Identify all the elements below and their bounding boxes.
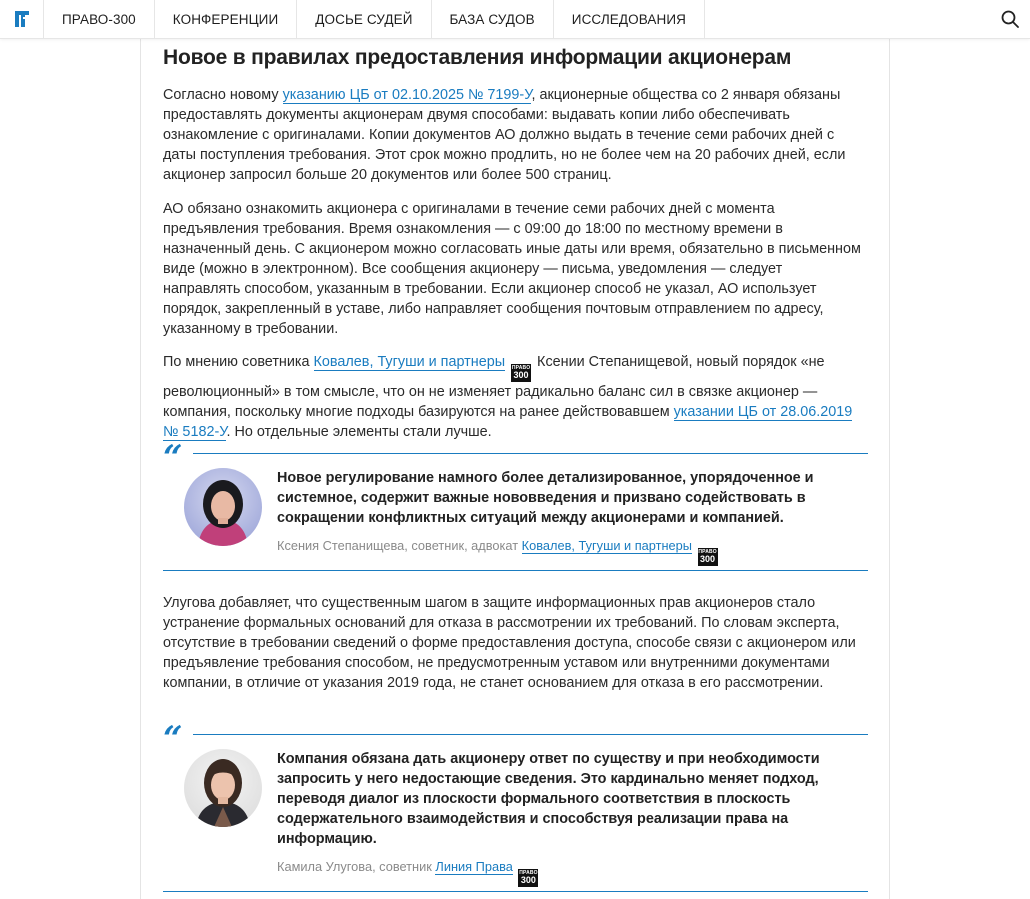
quote-divider-bottom	[163, 891, 868, 892]
nav-conferences[interactable]: КОНФЕРЕНЦИИ	[155, 0, 297, 38]
avatar-ulugova	[184, 749, 262, 827]
quote-mark-icon: “	[163, 719, 183, 759]
paragraph-3	[163, 352, 863, 442]
badge-bottom: 300	[700, 554, 716, 564]
nav-spacer	[705, 0, 990, 38]
badge-bottom: 300	[513, 370, 529, 380]
pravo300-badge[interactable]	[698, 548, 718, 566]
quote-block-1	[163, 438, 868, 571]
quote-firm-link-2[interactable]: Линия Права	[435, 859, 513, 874]
nav-research[interactable]: ИССЛЕДОВАНИЯ	[554, 0, 705, 38]
firm-link-kovalev[interactable]: Ковалев, Тугуши и партнеры	[313, 354, 506, 370]
nav-pravo-300[interactable]: ПРАВО-300	[44, 0, 155, 38]
article-column	[140, 39, 890, 899]
avatar-stepanishcheva	[184, 468, 262, 546]
portrait-ulugova	[184, 749, 262, 827]
paragraph-4: Улугова добавляет, что существенным шагом в защите информационных прав акционеров стало устранение формальных оснований для отказа в рассмотрении их требований. По словам эксперта, отсутствие в требовании сведений о форме предоставления доступа, способе связи с акционером или предъявление требования способом, не предусмотренным уставом или внутренними документами компании, в отличие от указания 2019 года, не станет основанием для отказа в его рассмотрении.	[163, 595, 856, 691]
quote-divider-top	[193, 453, 868, 454]
quote-author-name-1: Ксения Степанищева, советник, адвокат	[277, 538, 522, 553]
quote-divider-bottom	[163, 570, 868, 571]
paragraph-2: АО обязано ознакомить акционера с оригиналами в течение семи рабочих дней с момента предъявления требования. Время ознакомления — с 09:00 до 18:00 по местному времени в назначенный день. С акционером можно согласовать иные даты или время, обязательно в письменном виде (можно в электронном). Все сообщения акционеру — письма, уведомления — следует направлять способом, указанным в требовании. Если акционер способ не указал, АО использует порядок, закрепленный в уставе, либо направляет сообщения почтовым отправлением по адресу, указанному в требовании.	[163, 201, 861, 337]
badge-top: ПРАВО	[698, 549, 717, 555]
badge-top: ПРАВО	[519, 870, 538, 876]
search-icon	[1001, 10, 1019, 28]
p1-text-before: Согласно новому	[163, 87, 283, 103]
quote-author-1	[277, 537, 720, 566]
p1-text-after: , акционерные общества со 2 января обязаны предоставлять документы акционерам двумя способами: выдавать копии либо обеспечивать ознакомление с оригиналами. Копии документов АО должно выдать в течение семи рабочих дней с даты поступления требования. Этот срок можно продлить, но не более чем на 20 рабочих дней, если акционер запросил больше 20 документов или более 500 страниц.	[163, 87, 846, 183]
article-title: Новое в правилах предоставления информации акционерам	[163, 46, 792, 69]
search-button[interactable]	[990, 0, 1030, 38]
logo-icon	[12, 9, 32, 29]
badge-bottom: 300	[520, 875, 536, 885]
nav-courts-base[interactable]: БАЗА СУДОВ	[432, 0, 554, 38]
quote-mark-icon: “	[163, 438, 183, 478]
quote-author-name-2: Камила Улугова, советник	[277, 859, 436, 874]
cb-7199-link[interactable]: указанию ЦБ от 02.10.2025 № 7199-У	[282, 87, 532, 103]
pravo300-badge[interactable]	[511, 364, 531, 382]
site-logo[interactable]	[0, 0, 44, 38]
quote-divider-top	[193, 734, 868, 735]
top-navigation	[0, 0, 1030, 39]
quote-text-2: Компания обязана дать акционеру ответ по существу и при необходимости запросить у него недостающие сведения. Это кардинально меняет подход, переводя диалог из плоскости формального соответствия в плоскость содержательного взаимодействия и способствуя реализации права на информацию.	[277, 751, 820, 847]
paragraph-1	[163, 85, 863, 185]
nav-judges-dossier[interactable]: ДОСЬЕ СУДЕЙ	[297, 0, 431, 38]
cb-5182-link[interactable]: указании ЦБ от 28.06.2019 № 5182-У	[163, 404, 853, 440]
quote-author-2	[277, 858, 540, 887]
badge-top: ПРАВО	[511, 365, 531, 371]
quote-text-1: Новое регулирование намного более детализированное, упорядоченное и системное, содержит важные нововведения и призвано содействовать в сокращении конфликтных ситуаций между акционерами и компанией.	[277, 470, 814, 526]
quote-firm-link-1[interactable]: Ковалев, Тугуши и партнеры	[521, 538, 692, 553]
pravo300-badge[interactable]	[518, 869, 538, 887]
p3-text-before: По мнению советника	[163, 354, 314, 370]
p3-text-after: . Но отдельные элементы стали лучше.	[226, 424, 492, 440]
p3-text-middle: Ксении Степанищевой, новый порядок «не революционный» в том смысле, что он не изменяет радикально баланс сил в связке акционер — компания, поскольку многие подходы базируются на ранее действовавшем	[163, 354, 825, 420]
portrait-stepanishcheva	[184, 468, 262, 546]
quote-block-2	[163, 719, 868, 892]
